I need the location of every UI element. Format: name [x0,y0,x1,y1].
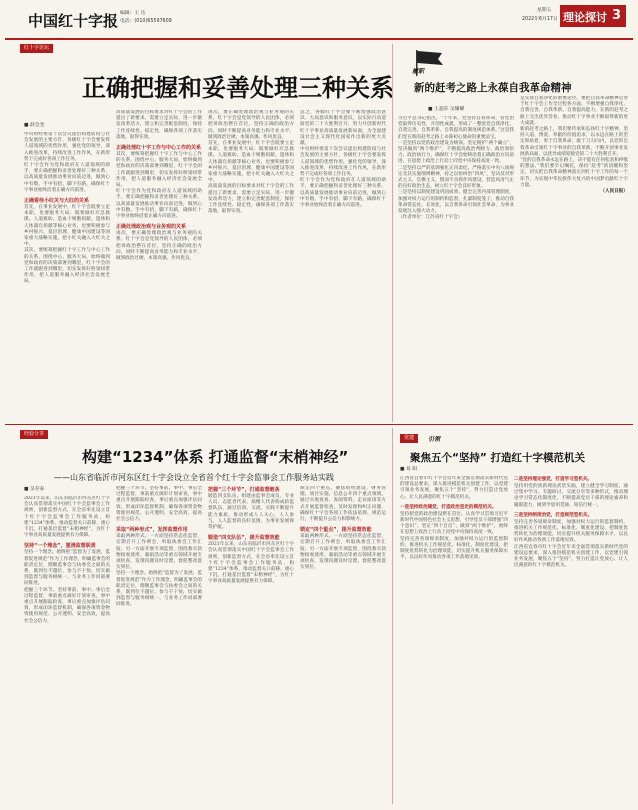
article4-col2 [514,476,628,802]
article3-para: 一是坚持以党的政治建设为统领。坚定拥护“两个确立”，坚决做到“两个维护”，不断提高政治判断力、政治领悟力、政治执行力，确保红十字会始终沿着正确政治方向前进，在思想上政治上行动上同党中央保持高度一致。 [398,140,514,165]
article4-para: 坚持完善各项规章制度，加强对权力运行的监督制约，推进机关工作规范化、标准化、制度化建设，把制度优势转化为治理效能，切实提升机关服务保障水平，以良好作风推动各项工作落地见效。 [400,536,508,561]
issue-day: 星期五 [537,8,552,13]
page-number: 3 [612,8,622,23]
article1-para: 再次，要正确处理政治观与业务观的关系。红十字会是党领导的人民团体，必须把讲政治摆在首位，坚持正确的政治方向，同时不断提高业务能力和专业水平，做到政治过硬、本领高强、作风优良。 [116,231,202,262]
article4-subhead: 一是坚持政治建党，打造政治坚定的模范机关。 [400,504,497,510]
article1-para: 中央财经委第十次会议提出构建防疫与社会发展的主要方针，各级红十字会要发挥人道领域的优势作用，强化党的领导，深入推进改革，持续改进工作作风，在新形势下完成好各项工作任务。 [24,132,110,162]
article1-para: 中央财经委第十次会议提出构建防疫与社会发展的主要方针，各级红十字会要发挥人道领域的优势作用，强化党的领导，深入推进改革，持续改进工作作风，在新形势下完成好各项工作任务。 [300,147,386,178]
article2-para: 2021年以来，山东省临沂市河东区红十字会认真贯彻落实中国红十字会监事会工作规则，创新监督方式，在全省率先设立首个红十字会监事会工作服务站，构建“1234”体系，推动监督关口前移、重心下沉，打通基层监督“末梢神经”，为红十字事业高质量发展提供有力保障。 [208,542,294,585]
article2-author: ■ 吴存泰 [24,487,45,492]
article4-para: 坚持完善各项规章制度，加强对权力运行的监督制约，推进机关工作规范化、标准化、制度化建设，把制度优势转化为治理效能，切实提升机关服务保障水平，以良好作风推动各项工作落地见效。 [514,519,628,544]
article4-tag: 党建 [400,434,418,443]
article1-col2 [116,110,202,420]
article1-subhead: 正确看待小红关与大红的关系 [24,198,90,205]
article2-subhead: 锁定“四个重点”，提升监督效能 [300,527,372,534]
article1-tag: 红十字论坛 [20,44,53,53]
article4-para: 江西省宜春市红十字会近年来全面贯彻落实新时代党的建设总要求，深入推进模范机关创建工作，以党建引领业务发展，聚焦五个“坚持”，努力打造让党放心、让人民满意的红十字模范机关。 [400,476,508,500]
article2-subtitle: ——山东省临沂市河东区红十字会设立全省首个红十字会监事会工作服务站实践 [54,473,334,482]
article2-subhead: 锻造“四支队伍”，提升监督效能 [208,535,280,542]
article4-kicker: 引领 [428,436,441,443]
article2-para: 采取两种形式。一方面坚持常态化监督，定期召开工作例会，听取执委会工作汇报；另一方面开展专项监督，围绕救灾款物接收使用、募捐活动等重点领域开展专项检查，发现问题及时反馈，督促整改落实到位。 [300,534,386,571]
article3-para: 习近平总书记指出，“十年来，党坚持自我革命，管党治党取得历史性、开创性成就，形成了一整套党自我净化、自我完善、自我革新、自我提高的制度规范体系。”这是我们党在新的赶考之路上永葆初心使命的重要法宝。 [398,116,514,140]
article1-para: 首先，在事业发展中，红十字会既要立足本职，也要服务大局；既要做好应急救援、人道救助、造血干细胞捐献、遗体和人体器官捐献等核心业务，也要积极参与乡村振兴、基层治理、健康中国建设等国家重大战略实施，把小红关融入大红关之中。 [24,205,110,248]
article1-para: 其次，要统筹把握红十字工作与中心工作的关系，围绕中心、服务大局，始终做到党和政府的决策部署到哪里，红十字会的工作就跟进到哪里，切实发挥好桥梁纽带作用，把人道服务融入经济社会发展全局。 [116,152,202,189]
article1-para: 首先，在事业发展中，红十字会既要立足本职，也要服务大局；既要做好应急救援、人道救助、造血干细胞捐献、遗体和人体器官捐献等核心业务，也要积极参与乡村振兴、基层治理、健康中国建设等国家重大战略实施，把小红关融入大红关之中。 [208,141,294,184]
article2-para: 采取两种形式。一方面坚持常态化监督，定期召开工作例会，听取执委会工作汇报；另一方面开展专项监督，围绕救灾款物接收使用、募捐活动等重点领域开展专项检查，发现问题及时反馈，督促整改落实到位。 [116,534,202,571]
article4-para: 坚持用党的创新理论武装头脑，建立健全学习制度，通过集中学习、专题研讨、交流分享等多种形式，推动理论学习常态化制度化，不断提高党员干部的理论素养和履职能力，做到学思用贯通、知信行统一。 [514,484,628,508]
masthead [0,0,638,38]
article1-title: 正确把握和妥善处理三种关系 [82,74,394,102]
article3-col2 [520,96,628,418]
article1-col3 [208,110,294,420]
article4-subhead: 二是坚持理论强党，打造学习型机关。 [514,477,593,482]
editor-name: 编辑：王 达 [120,11,146,16]
article1-para: 再次，要正确处理政治观与业务观的关系。红十字会是党领导的人民团体，必须把讲政治摆在首位，坚持正确的政治方向，同时不断提高业务能力和专业水平，做到政治过硬、本领高强、作风优良。 [208,110,294,140]
article2-col3 [208,486,294,802]
article1-para: 高质量发展的目标要求对红十字会的工作提出了新要求，需要立足实际，进一步激发改革活力，建立和完善配套制度，保持工作连续性、稳定性，确保各项工作落实落地，取得实效。 [116,110,202,140]
article1-subhead: 正确处理红十字工作与中心工作的关系 [116,145,202,152]
article3-signature: （人民日报） [600,189,628,195]
article1-para: 高质量发展的目标要求对红十字会的工作提出了新要求，需要立足实际，进一步激发改革活力，建立和完善配套制度，保持工作连续性、稳定性，确保各项工作落实落地，取得实效。 [208,184,294,215]
article3-note: （作者单位：江苏省红十字会） [398,215,463,221]
section-rule [5,424,633,425]
article1-para: 红十字会作为党和政府在人道领域的助手，要正确把握和妥善处理好三种关系，以高质量发展推动事业向前迈进，做到心中有数、手中有招、脚下有路，确保红十字事业始终沿着正确方向前进。 [300,178,386,209]
article2-subhead: 采取“两种形式”，发挥监督作用 [116,527,188,534]
article1-para: 总之，各级红十字会要不断增强政治意识、大局意识和服务意识，以实际行动迎接党的二十大胜利召开，努力开创新时代红十字事业高质量发展新局面，为全面建设社会主义现代化国家作出新的更大贡献。 [300,110,386,147]
article4-para: 江西省宜春市红十字会近年来全面贯彻落实新时代党的建设总要求，深入推进模范机关创建工作，以党建引领业务发展，聚焦五个“坚持”，努力打造让党放心、让人民满意的红十字模范机关。 [514,544,628,569]
article1-para: 其次，要统筹把握红十字工作与中心工作的关系，围绕中心、服务大局，始终做到党和政府的决策部署到哪里，红十字会的工作就跟进到哪里，切实发挥好桥梁纽带作用，把人道服务融入经济社会发展全局。 [24,248,110,285]
newspaper-logo: 中国红十字报 [28,12,119,30]
article2-col1 [24,496,110,802]
article3-kicker: 履职 [412,68,425,75]
article2-para: 把握三个环节。坚持事前、事中、事后全过程监督，事前重点做好计划审查，事中重点开展跟踪检查，事后重点加强评估问效，形成闭环监督机制，确保各项资金物资使用规范、公开透明、安全高效，提高社会公信力。 [24,587,110,624]
article1-author: ■ 薛会奎 [24,123,45,128]
issue-date: 2022年6月17日 [522,17,558,22]
article2-para: 坚持一个理念。始终把“监督为了发展、监督促进规范”作为工作理念，明确监事会的职责定位，理顺监事会与执委会之间的关系，既到位不越位、参与不干预，切实做到监督与服务相统一、与业务工作同部署同推进。 [24,550,110,587]
article2-para: 锁定四个重点。聚焦组织建设、财务管理、项目实施、信息公开四个重点领域，通过实地查看、查阅资料、走访座谈等方式开展监督检查，及时发现和纠正问题，确保红十字会各项工作依法依规、规范运行，不断提升公信力和影响力。 [300,486,386,523]
section-banner [560,5,626,27]
article1-para: 红十字会作为党和政府在人道领域的助手，要正确把握和妥善处理好三种关系，以高质量发展推动事业向前迈进，做到心中有数、手中有招、脚下有路，确保红十字事业始终沿着正确方向前进。 [24,163,110,193]
article3-para: 三是坚持以制度建设巩固成果。健全完善内部管理制度，加强对权力运行的制约和监督，扎紧制度笼子，推动自我革命常态化、长效化，以自我革命引领社会革命，为事业发展注入强大动力。 [398,190,514,215]
article2-tag: 经验分享 [20,430,48,439]
article4-subhead: 三是坚持制度治党，打造规范型机关。 [514,512,593,518]
article2-subhead: 坚持“一个理念”，厘清监督职责 [24,543,96,550]
article4-col1 [400,476,508,802]
article3-para: 二是坚持以严的基调强化正风肃纪。严格落实中央八项规定及其实施细则精神，持之以恒纠治“四风”，坚决反对形式主义、官僚主义，锲而不舍抓作风建设，营造风清气正的良好政治生态，树立红十字会良好形象。 [398,165,514,190]
section-title: 理论探讨 [563,11,607,24]
column-divider [392,428,393,804]
article3-para: 新的赶考之路上，我们要传承和弘扬红十字精神，坚持人道、博爱、奉献的价值追求，以永远在路上的坚定和执着，勇于自我革命，敢于刀刃向内，以党的自我革命引领红十字事业的自我革新，不断开创事业发展新局面，以优异成绩迎接党的二十大胜利召开。 [520,127,628,157]
article1-col1 [24,132,110,420]
article1-subhead: 正确处理政治观与业务观的关系 [116,224,187,231]
article3-author: ■ 王超莎 吴耀曜 [428,107,465,112]
article2-para: 2021年以来，山东省临沂市河东区红十字会认真贯彻落实中国红十字会监事会工作规则，创新监督方式，在全省率先设立首个红十字会监事会工作服务站，构建“1234”体系，推动监督关口前移、重心下沉，打通基层监督“末梢神经”，为红十字事业高质量发展提供有力保障。 [24,496,110,539]
article4-author: ■ 易 阳 [400,467,418,472]
masthead-rule [5,38,633,40]
article2-para: 锻造四支队伍。组建由监事会成员、专业人员、志愿者代表、捐赠人代表构成的监督队伍，通过培训、交流、实践不断提升能力素质，推动形成人人关心、人人参与、人人监督的良好氛围，为事业发展保驾护航。 [208,494,294,531]
column-divider [392,44,393,422]
article3-title: 新的赶考之路上永葆自我革命精神 [414,82,572,94]
article3-para: 是实现自我净化的重要途径。要把自我革命精神贯穿于红十字会工作全过程各方面，不断增强自我净化、自我完善、自我革新、自我提高能力，在新的赶考之路上交出优异答卷，推动红十字事业不断取得新的更大成就。 [520,96,628,126]
editor-phone: 电话：(010)65597609 [120,19,172,24]
article2-para: 把握三个环节。坚持事前、事中、事后全过程监督，事前重点做好计划审查，事中重点开展跟踪检查，事后重点加强评估问效，形成闭环监督机制，确保各项资金物资使用规范、公开透明、安全高效，提高社会公信力。 [116,486,202,523]
article4-para: 坚持把党的政治建设摆在首位，认真学习贯彻习近平新时代中国特色社会主义思想，引导党员干部增强“四个意识”、坚定“四个自信”、做到“两个维护”，始终在思想上政治上行动上同党中央保持高度一致。 [400,511,508,536]
article1-para: 红十字会作为党和政府在人道领域的助手，要正确把握和妥善处理好三种关系，以高质量发展推动事业向前迈进，做到心中有数、手中有招、脚下有路，确保红十字事业始终沿着正确方向前进。 [116,189,202,220]
article2-para: 坚持一个理念。始终把“监督为了发展、监督促进规范”作为工作理念，明确监事会的职责定位，理顺监事会与执委会之间的关系，既到位不越位、参与不干预，切实做到监督与服务相统一、与业务工作同部署同推进。 [116,571,202,608]
article4-title: 聚焦五个“坚持” 打造红十字模范机关 [410,452,585,464]
article2-subhead: 把握“三个环节”，打通监督链条 [208,487,280,493]
article3-col1 [398,116,514,418]
article3-para: “党的自我革命永远在路上，决不能有任何松劲和停歇的想法。”我们要牢记嘱托，保持“赶考”的清醒和坚定，切实把自我革命精神落实到红十字工作的每一个环节，为实现中华民族伟大复兴的中国梦贡献红十字力量。 [520,158,628,188]
article2-title: 构建“1234”体系 打通监督“末梢神经” [82,448,349,466]
article2-col2 [116,486,202,802]
article1-col4 [300,110,386,420]
article2-col4 [300,486,386,802]
